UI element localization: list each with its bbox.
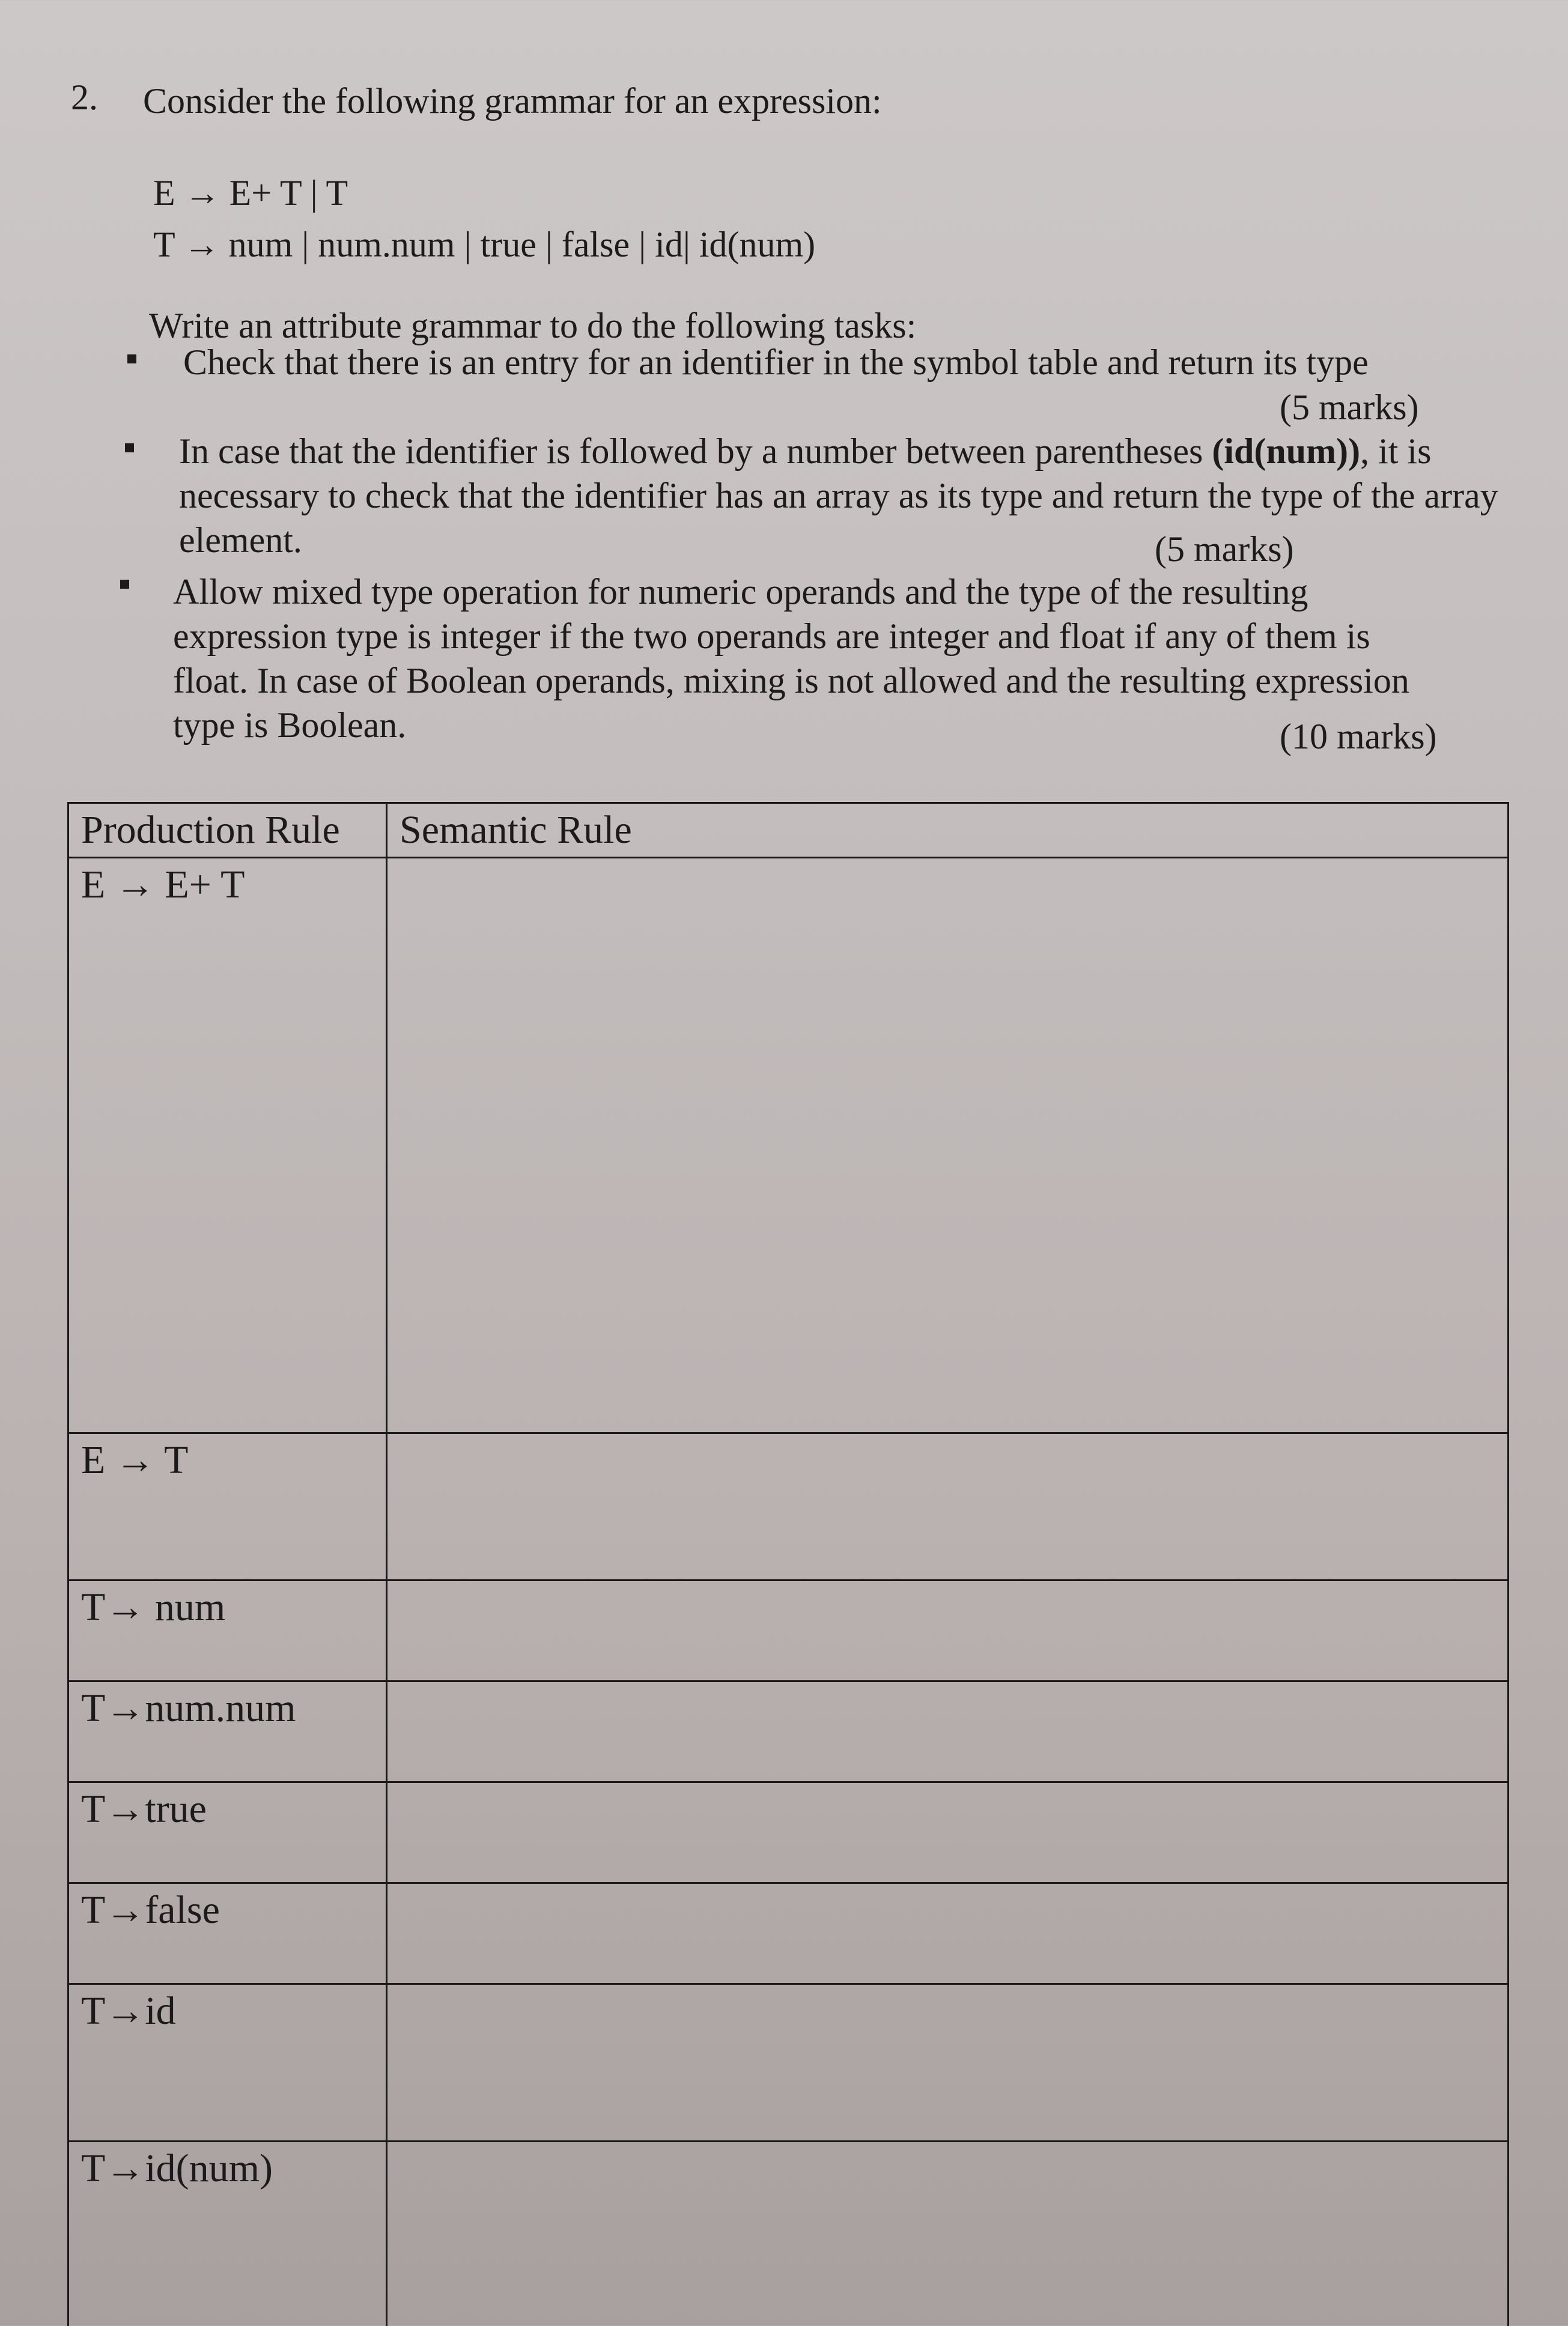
grammar-rule-e: E → E+ T | T bbox=[153, 173, 348, 213]
semantic-cell[interactable] bbox=[387, 1681, 1509, 1782]
production-cell: T→true bbox=[68, 1782, 387, 1883]
header-semantic-rule: Semantic Rule bbox=[387, 803, 1509, 858]
semantic-cell[interactable] bbox=[387, 858, 1509, 1433]
table-row bbox=[68, 1782, 1509, 1883]
grammar-rule-t: T → num | num.num | true | false | id| id(num) bbox=[153, 225, 816, 264]
production-cell: E → E+ T bbox=[68, 858, 387, 1433]
table-row bbox=[68, 1883, 1509, 1984]
table-header-row bbox=[68, 803, 1509, 858]
header-production-rule: Production Rule bbox=[68, 803, 387, 858]
table-row bbox=[68, 2142, 1509, 2326]
task-1-marks: (5 marks) bbox=[1280, 387, 1419, 427]
question-number: 2. bbox=[71, 77, 98, 117]
semantic-cell[interactable] bbox=[387, 1984, 1509, 2142]
semantic-cell[interactable] bbox=[387, 2142, 1509, 2326]
production-cell: T→num.num bbox=[68, 1681, 387, 1782]
grammar-block bbox=[153, 167, 815, 270]
task-2-text-bold: (id(num)) bbox=[1212, 431, 1361, 471]
task-2-text bbox=[179, 429, 1501, 562]
task-instruction: Write an attribute grammar to do the following tasks: bbox=[149, 306, 917, 345]
production-cell: T→id bbox=[68, 1984, 387, 2142]
task-2-text-post: , it is necessary to check that the identifier has an array as its type and return the type of the array element. bbox=[179, 431, 1498, 560]
task-2-marks: (5 marks) bbox=[1155, 529, 1294, 569]
semantic-cell[interactable] bbox=[387, 1433, 1509, 1581]
attribute-grammar-table bbox=[67, 802, 1509, 2326]
task-3-text: Allow mixed type operation for numeric operands and the type of the resulting expression type is integer if the two operands are integer and float if any of them is float. In case of Boolean operands, mixing is not allowed and the resulting expression type is Boolean. bbox=[173, 572, 1409, 745]
production-cell: T→ num bbox=[68, 1581, 387, 1681]
production-cell: E → T bbox=[68, 1433, 387, 1581]
bullet-icon bbox=[120, 580, 129, 589]
task-3-marks: (10 marks) bbox=[1280, 717, 1437, 756]
production-cell: T→id(num) bbox=[68, 2142, 387, 2326]
task-3 bbox=[173, 569, 1411, 747]
table-row bbox=[68, 858, 1509, 1433]
table-row bbox=[68, 1433, 1509, 1581]
semantic-cell[interactable] bbox=[387, 1782, 1509, 1883]
question-intro: Consider the following grammar for an expression: bbox=[143, 81, 882, 121]
task-1 bbox=[183, 340, 1475, 384]
bullet-icon bbox=[125, 443, 134, 452]
table-row bbox=[68, 1581, 1509, 1681]
task-2-text-pre: In case that the identifier is followed by a number between parentheses bbox=[179, 431, 1203, 471]
semantic-cell[interactable] bbox=[387, 1883, 1509, 1984]
task-1-text: Check that there is an entry for an identifier in the symbol table and return its type bbox=[183, 342, 1369, 382]
production-cell: T→false bbox=[68, 1883, 387, 1984]
bullet-icon bbox=[127, 354, 136, 363]
task-2 bbox=[179, 429, 1501, 562]
table-row bbox=[68, 1681, 1509, 1782]
semantic-cell[interactable] bbox=[387, 1581, 1509, 1681]
table-row bbox=[68, 1984, 1509, 2142]
